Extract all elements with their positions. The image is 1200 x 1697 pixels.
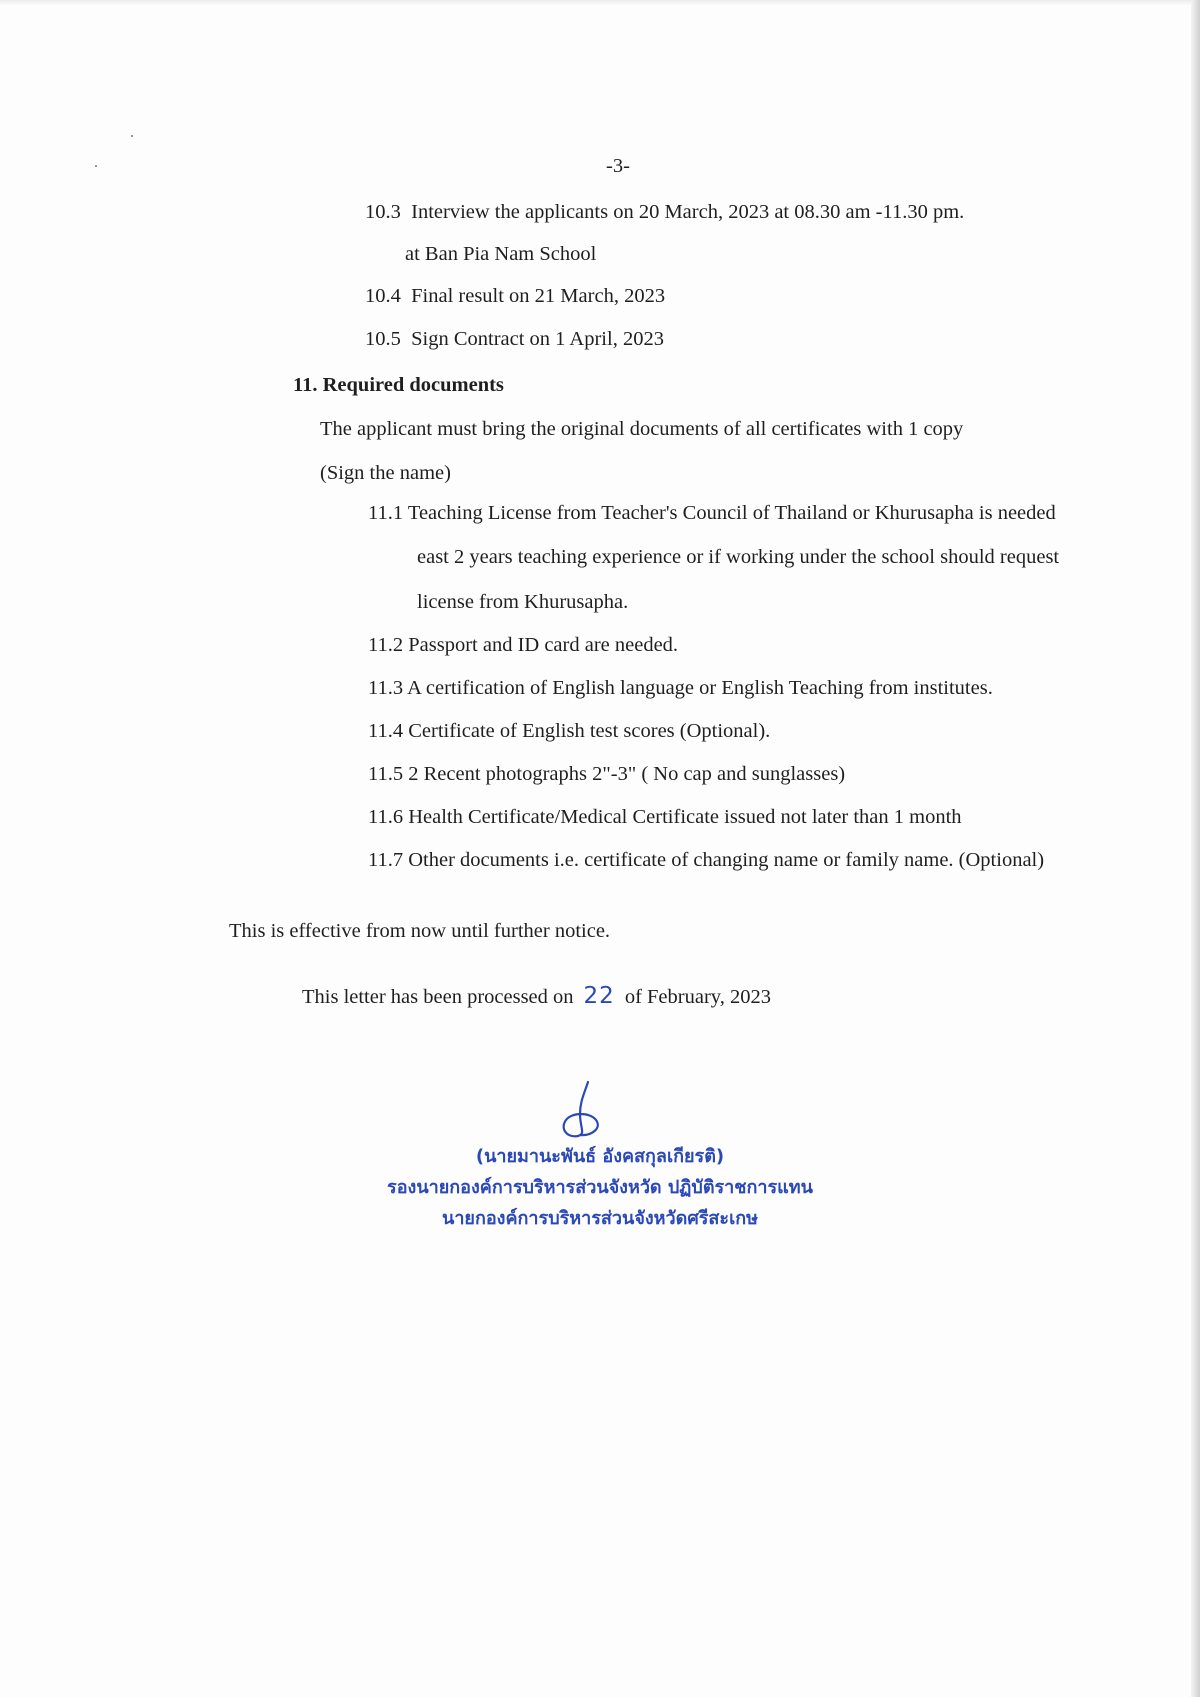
item-11-1-line1: 11.1 Teaching License from Teacher's Council of Thailand or Khurusapha is needed [368,502,1056,524]
item-11-3: 11.3 A certification of English language or English Teaching from institutes. [368,677,993,699]
signatory-title-line2: นายกองค์การบริหารส่วนจังหวัดศรีสะเกษ [442,1208,758,1229]
section-intro-sign: (Sign the name) [320,462,451,484]
processed-suffix: of February, 2023 [624,986,771,1008]
item-10-4 [365,283,665,309]
section-intro: The applicant must bring the original documents of all certificates with 1 copy [320,418,964,440]
scan-edge-right [1191,0,1200,1697]
processed-prefix: This letter has been processed on [302,986,574,1008]
item-number: 10.4 [365,285,401,307]
item-number: 10.5 [365,328,401,350]
item-11-2: 11.2 Passport and ID card are needed. [368,634,679,656]
signatory-name: (นายมานะพันธ์ อังคสกุลเกียรติ) [475,1146,725,1167]
item-11-1-line2: east 2 years teaching experience or if working under the school should request [417,546,1060,568]
item-11-7: 11.7 Other documents i.e. certificate of changing name or family name. (Optional) [368,849,1045,871]
scan-edge-top [0,0,1200,6]
section-heading: 11. Required documents [293,374,504,396]
item-10-5 [365,326,664,352]
item-11-1-line3: license from Khurusapha. [417,591,629,613]
scan-speck [131,135,133,137]
item-number: 10.3 [365,201,401,223]
item-11-5: 11.5 2 Recent photographs 2"-3" ( No cap and sunglasses) [368,763,846,785]
scan-speck [95,165,97,167]
signature-mark [550,1080,610,1140]
processed-date-line [302,983,771,1010]
signatory-title-line1: รองนายกองค์การบริหารส่วนจังหวัด ปฏิบัติราชการแทน [387,1177,813,1198]
item-text: Sign Contract on 1 April, 2023 [411,328,664,350]
effective-statement: This is effective from now until further notice. [229,920,611,942]
item-text: Final result on 21 March, 2023 [411,285,666,307]
item-text: Interview the applicants on 20 March, 2023 at 08.30 am -11.30 pm. [411,201,965,223]
item-11-4: 11.4 Certificate of English test scores (Optional). [368,720,771,742]
page-number: -3- [606,155,630,177]
processed-day: 22 [583,983,615,1009]
item-11-6: 11.6 Health Certificate/Medical Certificate issued not later than 1 month [368,806,962,828]
item-10-3 [365,199,964,225]
item-10-3-location: at Ban Pia Nam School [405,243,597,265]
